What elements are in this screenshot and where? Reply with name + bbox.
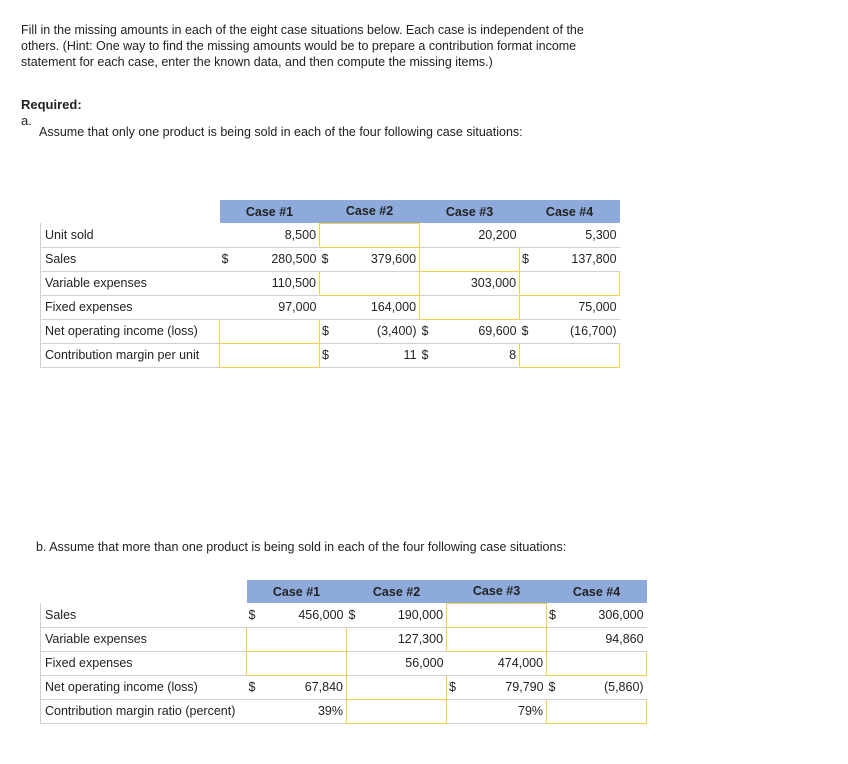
dollar-sign (220, 295, 238, 319)
part-b-table (40, 580, 647, 724)
row-label: Variable expenses (41, 271, 220, 295)
cell-value-case-2: 190,000 (365, 603, 447, 627)
dollar-sign (420, 223, 438, 247)
cell-value-case-3: 474,000 (465, 651, 547, 675)
cell-value-case-3: 303,000 (438, 271, 520, 295)
part-a-instruction: Assume that only one product is being sold in each of the four following case situations: (39, 125, 523, 139)
cell-value-case-1: 280,500 (238, 247, 320, 271)
table-row (41, 247, 620, 271)
answer-input-case-1[interactable] (247, 627, 347, 651)
cell-value-case-1: 456,000 (265, 603, 347, 627)
cell-value-case-2: 164,000 (338, 295, 420, 319)
row-label: Sales (41, 603, 247, 627)
row-label: Fixed expenses (41, 295, 220, 319)
table-row (41, 223, 620, 247)
dollar-sign: $ (347, 603, 365, 627)
cell-value-case-3: 69,600 (438, 319, 520, 343)
answer-input-case-3[interactable] (420, 247, 520, 271)
dollar-sign (220, 223, 238, 247)
answer-input-case-2[interactable] (320, 271, 420, 295)
answer-input-case-1[interactable] (220, 343, 320, 367)
dollar-sign (447, 651, 465, 675)
cell-value-case-1: 97,000 (238, 295, 320, 319)
answer-input-case-2[interactable] (347, 675, 447, 699)
col-header-case-2: Case #2 (320, 200, 420, 223)
col-header-case-4: Case #4 (520, 200, 620, 223)
dollar-sign: $ (547, 675, 565, 699)
table-row (41, 319, 620, 343)
table-row (41, 627, 647, 651)
table-row (41, 699, 647, 723)
dollar-sign: $ (420, 343, 438, 367)
dollar-sign: $ (247, 603, 265, 627)
col-header-case-3: Case #3 (447, 580, 547, 603)
answer-input-case-3[interactable] (420, 295, 520, 319)
part-b-instruction: b. Assume that more than one product is being sold in each of the four following case situations: (36, 540, 567, 554)
dollar-sign (347, 627, 365, 651)
header-row (41, 200, 620, 223)
cell-value-case-1: 67,840 (265, 675, 347, 699)
cell-value-case-4: 306,000 (565, 603, 647, 627)
answer-input-case-4[interactable] (547, 699, 647, 723)
cell-value-case-4: 5,300 (538, 223, 620, 247)
row-label: Variable expenses (41, 627, 247, 651)
table-row (41, 603, 647, 627)
dollar-sign (220, 271, 238, 295)
answer-input-case-4[interactable] (520, 343, 620, 367)
cell-value-case-1: 39% (265, 699, 347, 723)
cell-value-case-4: (16,700) (538, 319, 620, 343)
table-row (41, 271, 620, 295)
dollar-sign (347, 651, 365, 675)
required-heading: Required: (21, 97, 82, 112)
dollar-sign (320, 295, 338, 319)
cell-value-case-4: (5,860) (565, 675, 647, 699)
cell-value-case-4: 137,800 (538, 247, 620, 271)
cell-value-case-2: 11 (338, 343, 420, 367)
cell-value-case-3: 79% (465, 699, 547, 723)
row-label: Contribution margin ratio (percent) (41, 699, 247, 723)
table-row (41, 343, 620, 367)
dollar-sign: $ (220, 247, 238, 271)
cell-value-case-2: (3,400) (338, 319, 420, 343)
answer-input-case-2[interactable] (347, 699, 447, 723)
part-a-letter: a. (21, 113, 32, 128)
cell-value-case-2: 56,000 (365, 651, 447, 675)
row-label: Unit sold (41, 223, 220, 247)
answer-input-case-1[interactable] (247, 651, 347, 675)
row-label: Contribution margin per unit (41, 343, 220, 367)
cell-value-case-2: 127,300 (365, 627, 447, 651)
answer-input-case-3[interactable] (447, 627, 547, 651)
table-row (41, 675, 647, 699)
answer-input-case-4[interactable] (547, 651, 647, 675)
cell-value-case-4: 94,860 (565, 627, 647, 651)
dollar-sign: $ (520, 319, 538, 343)
cell-value-case-3: 8 (438, 343, 520, 367)
table-row (41, 295, 620, 319)
dollar-sign (547, 627, 565, 651)
dollar-sign: $ (520, 247, 538, 271)
cell-value-case-1: 110,500 (238, 271, 320, 295)
dollar-sign (247, 699, 265, 723)
dollar-sign (447, 699, 465, 723)
cell-value-case-1: 8,500 (238, 223, 320, 247)
col-header-case-1: Case #1 (247, 580, 347, 603)
row-label: Net operating income (loss) (41, 675, 247, 699)
row-label: Sales (41, 247, 220, 271)
dollar-sign: $ (320, 247, 338, 271)
col-header-case-1: Case #1 (220, 200, 320, 223)
cell-value-case-2: 379,600 (338, 247, 420, 271)
row-label: Net operating income (loss) (41, 319, 220, 343)
dollar-sign: $ (247, 675, 265, 699)
cell-value-case-4: 75,000 (538, 295, 620, 319)
instructions-text: Fill in the missing amounts in each of the eight case situations below. Each case is independent of the others. (Hint: One way to find the missing amounts would be to prepare a contribution format income statement for each case, enter the known data, and then compute the missing items.) (21, 23, 584, 69)
row-label: Fixed expenses (41, 651, 247, 675)
dollar-sign: $ (420, 319, 438, 343)
dollar-sign: $ (320, 319, 338, 343)
answer-input-case-2[interactable] (320, 223, 420, 247)
dollar-sign (420, 271, 438, 295)
dollar-sign: $ (547, 603, 565, 627)
cell-value-case-3: 20,200 (438, 223, 520, 247)
cell-value-case-3: 79,790 (465, 675, 547, 699)
part-a-table (40, 200, 620, 368)
col-header-case-3: Case #3 (420, 200, 520, 223)
dollar-sign (520, 295, 538, 319)
dollar-sign: $ (320, 343, 338, 367)
table-row (41, 651, 647, 675)
answer-input-case-1[interactable] (220, 319, 320, 343)
answer-input-case-3[interactable] (447, 603, 547, 627)
col-header-case-2: Case #2 (347, 580, 447, 603)
header-row (41, 580, 647, 603)
dollar-sign: $ (447, 675, 465, 699)
col-header-case-4: Case #4 (547, 580, 647, 603)
dollar-sign (520, 223, 538, 247)
answer-input-case-4[interactable] (520, 271, 620, 295)
